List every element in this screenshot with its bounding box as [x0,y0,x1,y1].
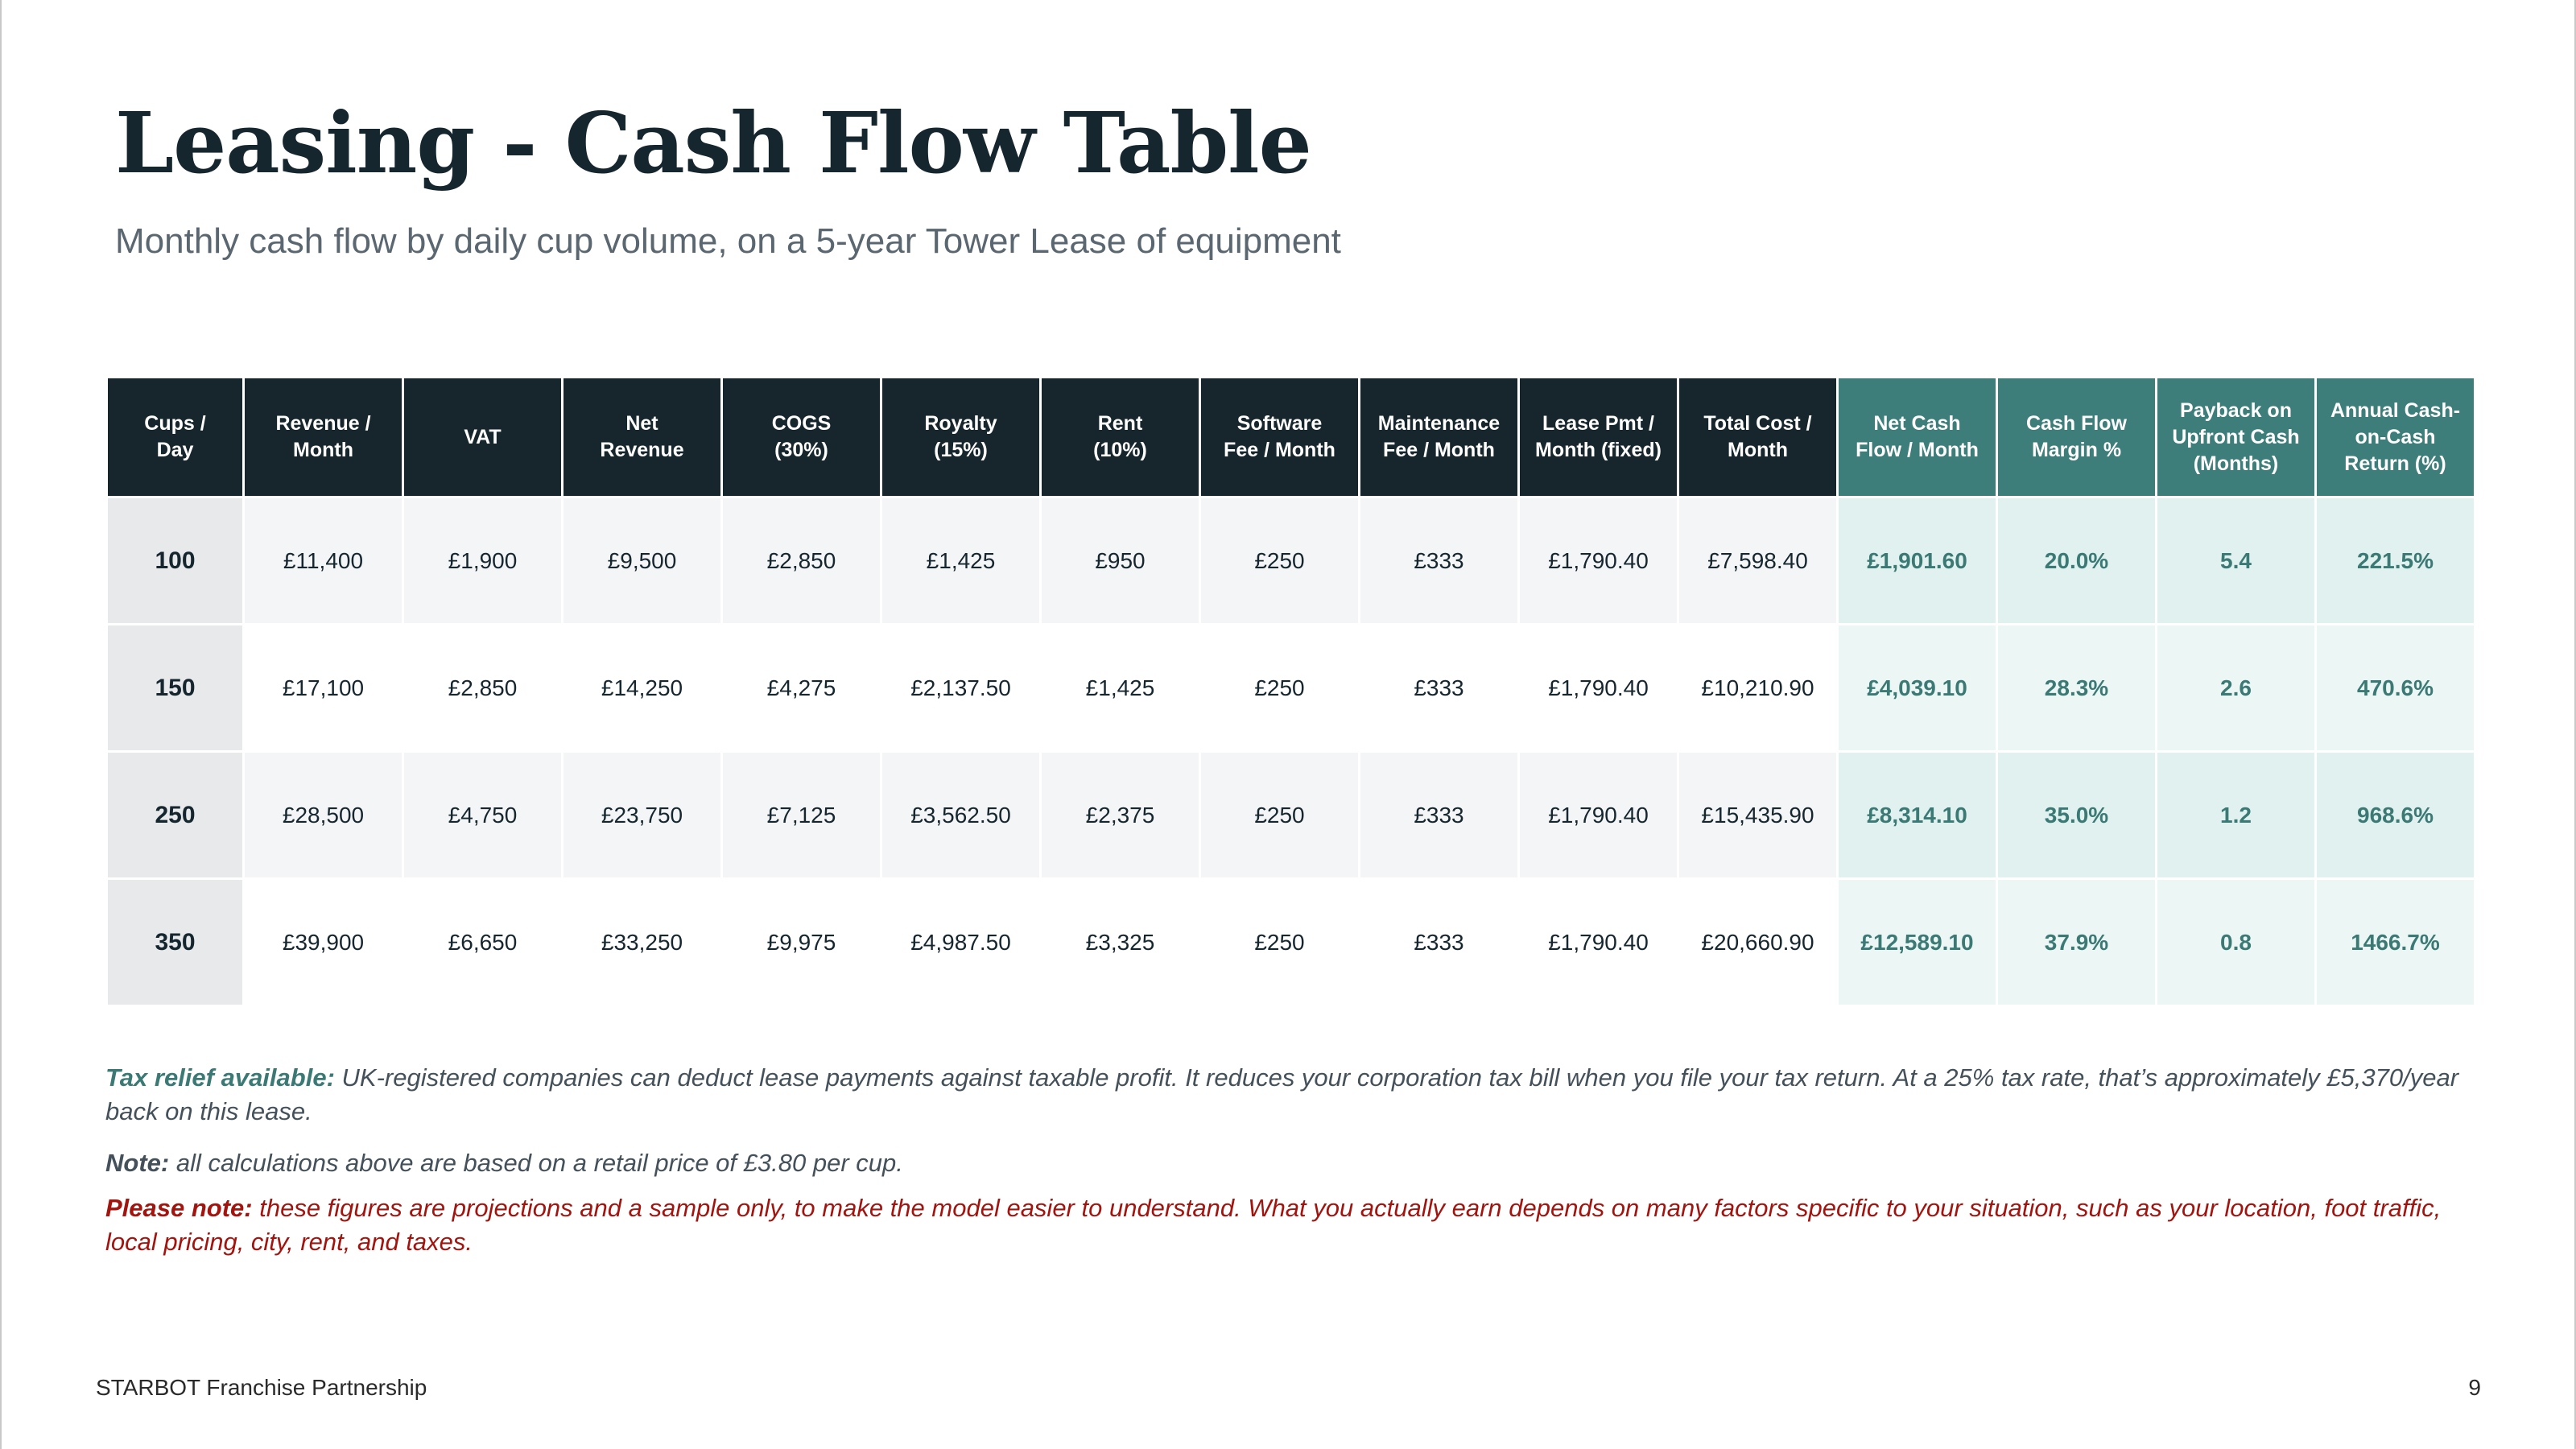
header-line: Revenue [600,439,684,461]
cell-annual-cash-on-cash-return: 221.5% [2316,497,2475,625]
cell-maintenance-fee: £333 [1360,752,1519,879]
cell-cogs: £9,975 [722,879,881,1006]
header-lease-payment [1519,378,1678,497]
header-line: (30%) [774,439,828,461]
cell-annual-cash-on-cash-return: 968.6% [2316,752,2475,879]
cell-total-cost: £20,660.90 [1678,879,1838,1006]
tax-relief-note [105,1061,2472,1129]
header-net-revenue [563,378,722,497]
cell-lease-payment: £1,790.40 [1519,752,1678,879]
header-line: on-Cash [2355,425,2436,448]
cell-software-fee: £250 [1200,625,1360,752]
header-line: Royalty [924,412,997,435]
cell-net-cash-flow: £4,039.10 [1838,625,1997,752]
disclaimer-note [105,1191,2472,1259]
cell-royalty: £3,562.50 [881,752,1041,879]
cell-cash-flow-margin: 28.3% [1997,625,2157,752]
header-line: Upfront Cash [2172,425,2300,448]
cell-revenue-per-month: £28,500 [244,752,403,879]
header-cogs [722,378,881,497]
cell-net-cash-flow: £8,314.10 [1838,752,1997,879]
cell-software-fee: £250 [1200,752,1360,879]
cell-payback-months: 1.2 [2157,752,2316,879]
header-payback-months [2157,378,2316,497]
table-header-row [107,378,2475,497]
cell-vat: £6,650 [403,879,563,1006]
table-row [107,497,2475,625]
cell-royalty: £2,137.50 [881,625,1041,752]
header-line: (15%) [934,439,988,461]
cell-rent: £950 [1041,497,1200,625]
cell-payback-months: 5.4 [2157,497,2316,625]
cell-rent: £2,375 [1041,752,1200,879]
cell-revenue-per-month: £11,400 [244,497,403,625]
cell-rent: £3,325 [1041,879,1200,1006]
header-line: Revenue / [275,412,371,435]
header-line: (Months) [2193,452,2279,475]
tax-relief-lead: Tax relief available: [105,1063,335,1092]
slide-title: Leasing - Cash Flow Table [115,93,1311,192]
header-line: COGS [771,412,832,435]
cell-net-revenue: £33,250 [563,879,722,1006]
cell-cups-per-day: 150 [107,625,244,752]
header-line: Return (%) [2344,452,2446,475]
cell-cups-per-day: 250 [107,752,244,879]
cell-total-cost: £7,598.40 [1678,497,1838,625]
cell-net-cash-flow: £12,589.10 [1838,879,1997,1006]
header-line: Cups / [144,412,206,435]
header-line: Cash Flow [2025,412,2127,435]
header-line: Month [1728,439,1788,461]
header-line: VAT [464,425,502,448]
header-line: Software [1236,412,1323,435]
header-line: Total Cost / [1703,412,1812,435]
cell-revenue-per-month: £39,900 [244,879,403,1006]
header-line: Annual Cash- [2330,398,2461,422]
table-row [107,879,2475,1006]
pricing-note-text: all calculations above are based on a retail price of £3.80 per cup. [169,1149,903,1177]
header-line: Fee / Month [1224,439,1335,461]
cell-cash-flow-margin: 37.9% [1997,879,2157,1006]
disclaimer-text: these figures are projections and a sample only, to make the model easier to understand. What you actually earn depends on many factors specific to your situation, such as your location, foot traffic, local pricing, city, rent, and taxes. [105,1194,2442,1256]
cell-royalty: £4,987.50 [881,879,1041,1006]
header-software-fee [1200,378,1360,497]
cell-software-fee: £250 [1200,497,1360,625]
cell-cogs: £7,125 [722,752,881,879]
header-line: (10%) [1093,439,1147,461]
cell-lease-payment: £1,790.40 [1519,625,1678,752]
header-maintenance-fee [1360,378,1519,497]
table-body [107,497,2475,1006]
header-line: Net Cash [1873,412,1961,435]
header-line: Rent [1097,412,1143,435]
header-cups-per-day [107,378,244,497]
disclaimer-lead: Please note: [105,1194,253,1222]
header-line: Margin % [2031,439,2122,461]
header-annual-cash-on-cash-return [2316,378,2475,497]
cell-payback-months: 0.8 [2157,879,2316,1006]
header-vat [403,378,563,497]
cell-software-fee: £250 [1200,879,1360,1006]
footer-company-name: STARBOT Franchise Partnership [96,1375,427,1400]
table-row [107,625,2475,752]
cell-annual-cash-on-cash-return: 470.6% [2316,625,2475,752]
cell-payback-months: 2.6 [2157,625,2316,752]
cell-total-cost: £10,210.90 [1678,625,1838,752]
cash-flow-table [105,376,2476,1007]
header-line: Lease Pmt / [1542,412,1654,435]
header-net-cash-flow [1838,378,1997,497]
table-row [107,752,2475,879]
header-total-cost [1678,378,1838,497]
slide-subtitle: Monthly cash flow by daily cup volume, on a 5-year Tower Lease of equipment [115,221,1341,261]
cell-revenue-per-month: £17,100 [244,625,403,752]
cell-cogs: £4,275 [722,625,881,752]
cell-maintenance-fee: £333 [1360,625,1519,752]
cell-cups-per-day: 100 [107,497,244,625]
cell-maintenance-fee: £333 [1360,497,1519,625]
tax-relief-text: UK-registered companies can deduct lease payments against taxable profit. It reduces your corporation tax bill when you file your tax return. At a 25% tax rate, that’s approximately £5,370/year back on this lease. [105,1063,2459,1125]
cell-vat: £4,750 [403,752,563,879]
cell-cups-per-day: 350 [107,879,244,1006]
cell-cogs: £2,850 [722,497,881,625]
header-line: Flow / Month [1856,439,1979,461]
cell-net-revenue: £9,500 [563,497,722,625]
cell-total-cost: £15,435.90 [1678,752,1838,879]
header-line: Month [293,439,353,461]
pricing-note [105,1146,2472,1180]
pricing-note-lead: Note: [105,1149,170,1177]
header-line: Fee / Month [1383,439,1495,461]
header-line: Maintenance [1377,412,1501,435]
cell-cash-flow-margin: 20.0% [1997,497,2157,625]
notes-section [105,1061,2472,1259]
cell-royalty: £1,425 [881,497,1041,625]
cell-lease-payment: £1,790.40 [1519,497,1678,625]
cell-annual-cash-on-cash-return: 1466.7% [2316,879,2475,1006]
header-line: Payback on [2180,398,2292,422]
header-revenue-per-month [244,378,403,497]
cell-vat: £2,850 [403,625,563,752]
header-rent [1041,378,1200,497]
cell-maintenance-fee: £333 [1360,879,1519,1006]
cell-lease-payment: £1,790.40 [1519,879,1678,1006]
cell-rent: £1,425 [1041,625,1200,752]
cell-vat: £1,900 [403,497,563,625]
cash-flow-table-container [105,376,2471,1007]
header-royalty [881,378,1041,497]
footer-page-number: 9 [2468,1375,2481,1400]
cell-net-cash-flow: £1,901.60 [1838,497,1997,625]
cell-net-revenue: £23,750 [563,752,722,879]
header-cash-flow-margin [1997,378,2157,497]
header-line: Month (fixed) [1535,439,1662,461]
header-line: Day [156,439,194,461]
cell-cash-flow-margin: 35.0% [1997,752,2157,879]
cell-net-revenue: £14,250 [563,625,722,752]
header-line: Net [625,412,658,435]
